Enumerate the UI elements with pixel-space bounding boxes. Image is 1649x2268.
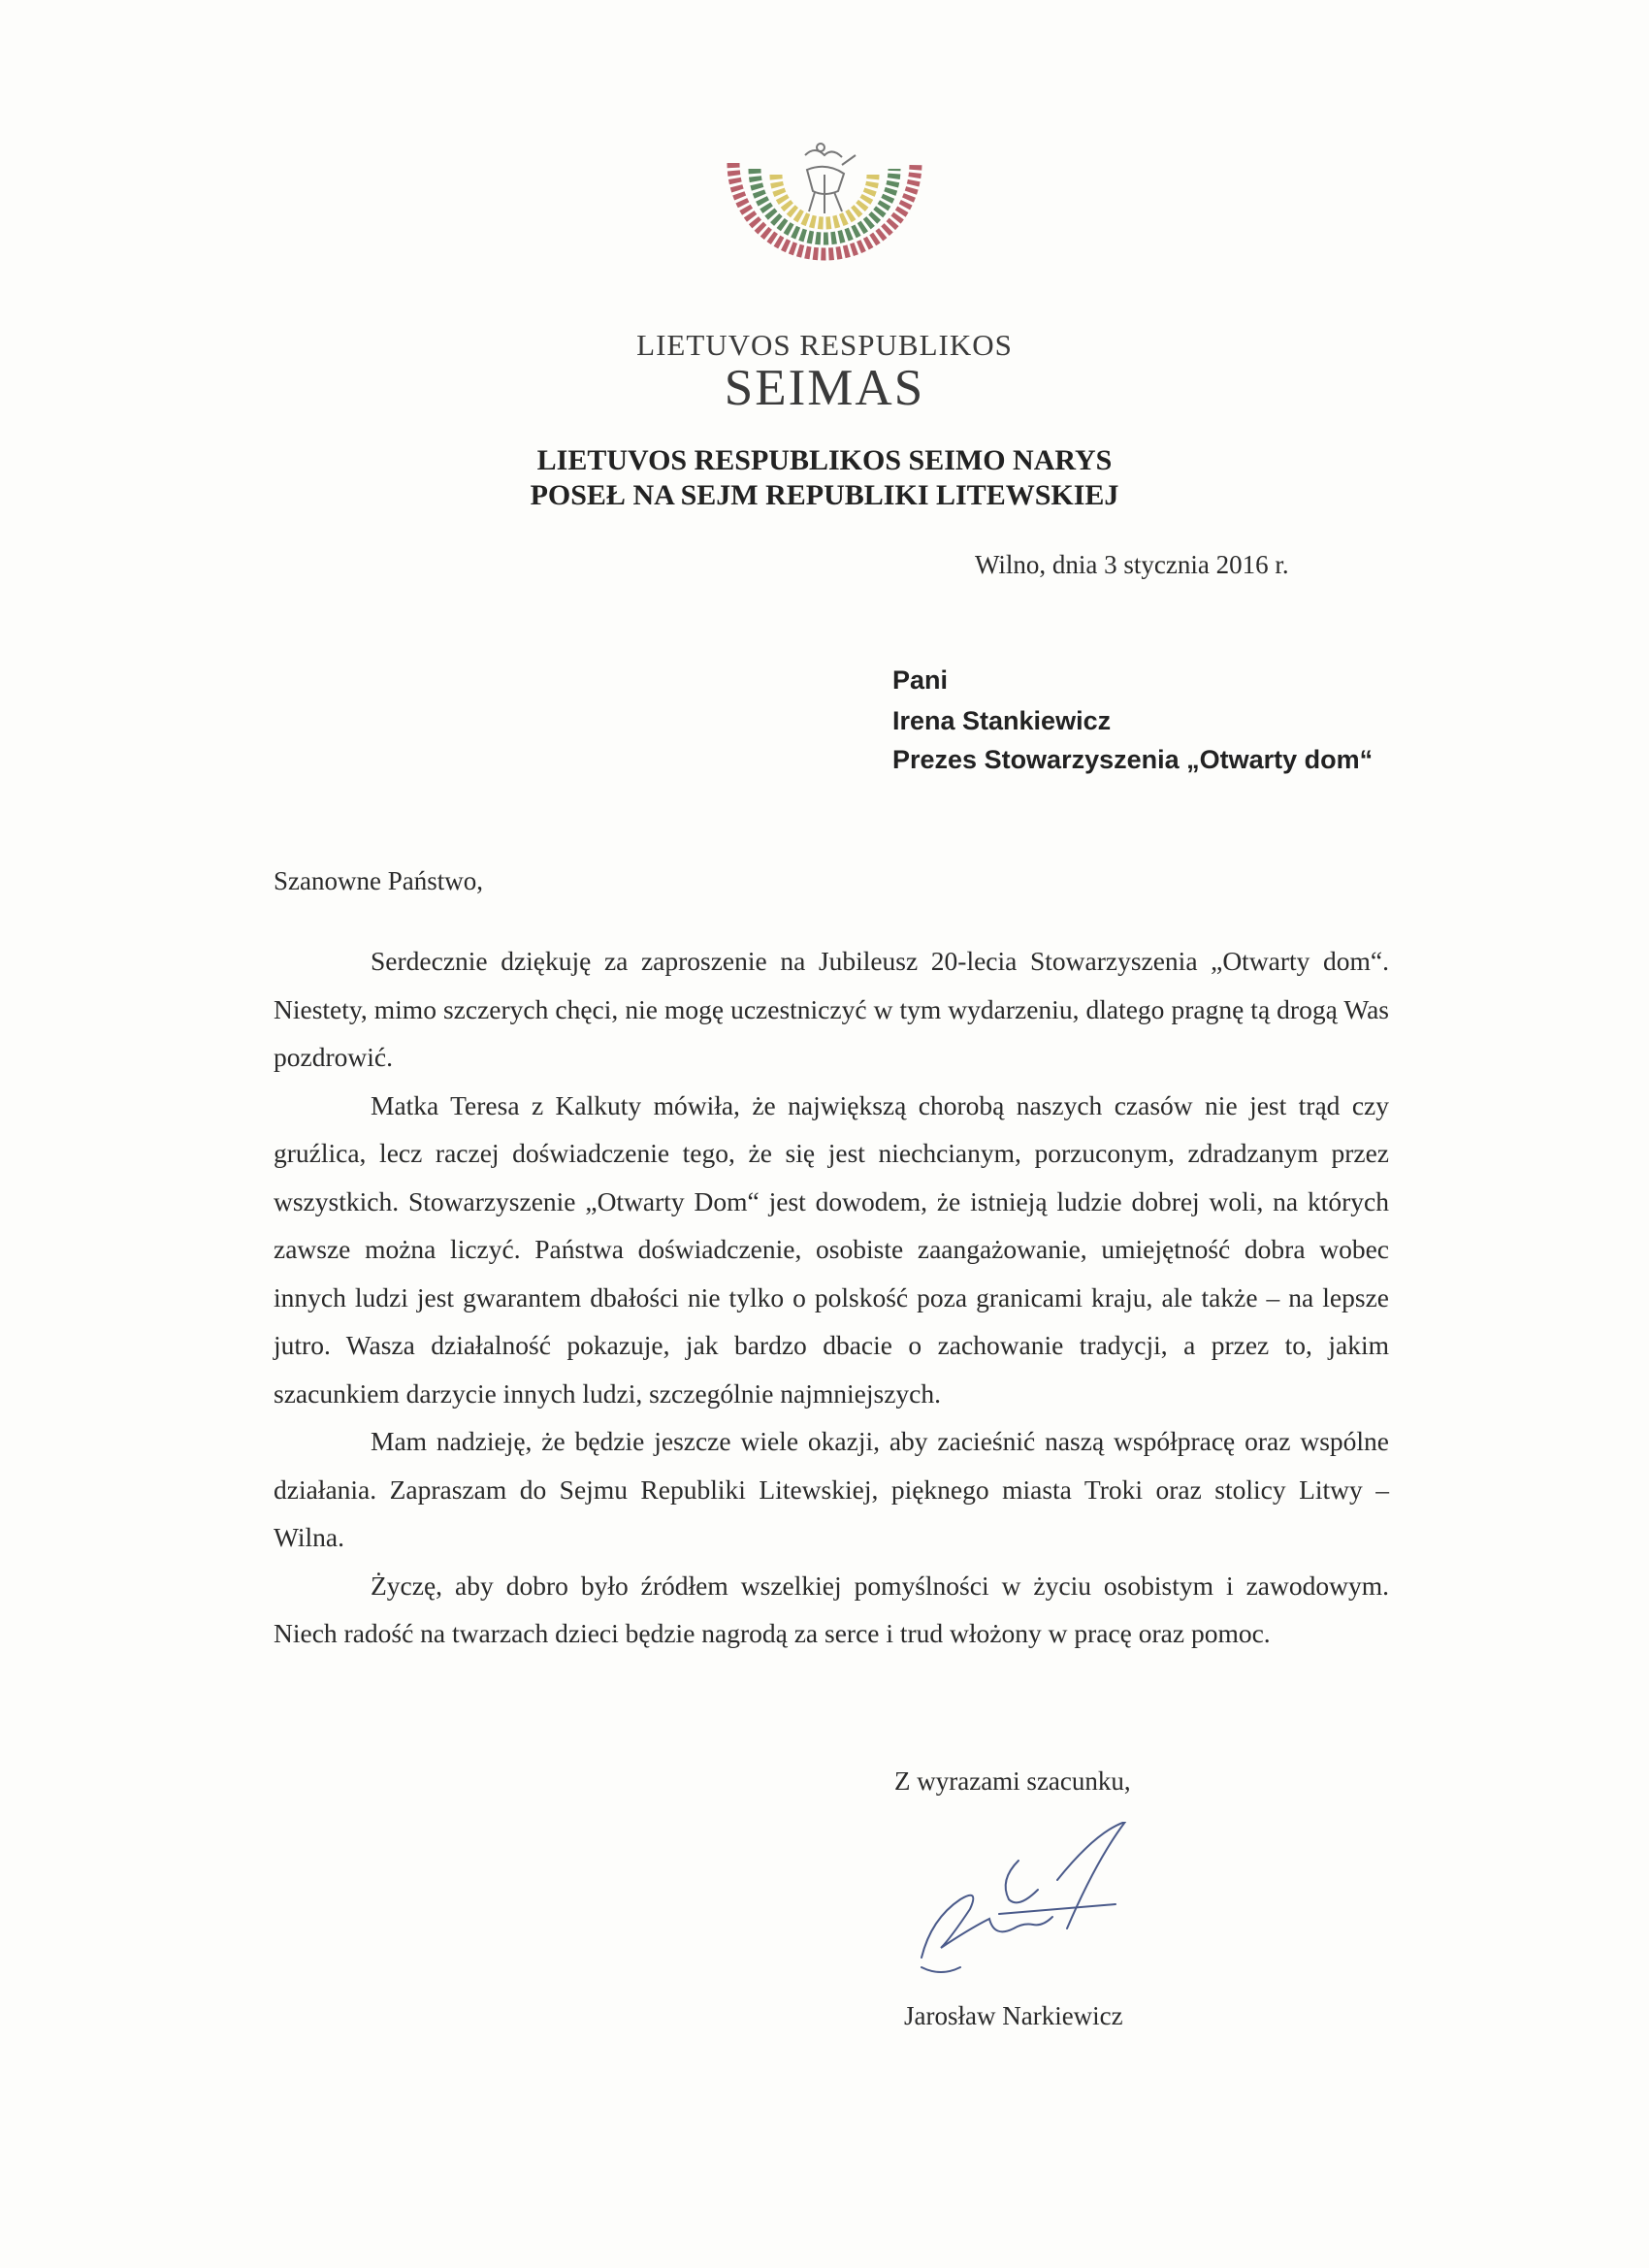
body-paragraph: Matka Teresa z Kalkuty mówiła, że największą chorobą naszych czasów nie jest trąd czy gruźlica, lecz raczej doświadczenie tego, że się jest niechcianym, porzuconym, zdradzanym przez wszystkich. Stowarzyszenie „Otwarty Dom“ jest dowodem, że istnieją ludzie dobrej woli, na których zawsze można liczyć. Państwa doświadczenie, osobiste zaangażowanie, umiejętność dobra wobec innych ludzi jest gwarantem dbałości nie tylko o polskość poza granicami kraju, ale także – na lepsze jutro. Wasza działalność pokazuje, jak bardzo dbacie o zachowanie tradycji, a przez to, jakim szacunkiem darzycie innych ludzi, szczególnie najmniejszych. [274, 1089, 1389, 1409]
body-paragraph: Serdecznie dziękuję za zaproszenie na Jubileusz 20-lecia Stowarzyszenia „Otwarty dom“. Niestety, mimo szczerych chęci, nie mogę uczestniczyć w tym wydarzeniu, dlatego pragnę tą drogą Was pozdrowić. [274, 946, 1389, 1072]
knight-icon [805, 144, 856, 213]
letterhead-subheading-pl: POSEŁ NA SEJM REPUBLIKI LITEWSKIEJ [530, 479, 1119, 511]
recipient-position: Prezes Stowarzyszenia „Otwarty dom“ [892, 745, 1374, 774]
body-paragraph: Mam nadzieję, że będzie jeszcze wiele okazji, aby zacieśnić naszą współpracę oraz wspólne działania. Zapraszam do Sejmu Republiki Litewskiej, pięknego miasta Troki oraz stolicy Litwy – Wilna. [274, 1426, 1389, 1552]
recipient-name: Irena Stankiewicz [892, 706, 1112, 735]
salutation: Szanowne Państwo, [274, 866, 483, 895]
letterhead-subheading-lt: LIETUVOS RESPUBLIKOS SEIMO NARYS [536, 444, 1113, 476]
body-paragraph: Życzę, aby dobro było źródłem wszelkiej pomyślności w życiu osobistym i zawodowym. Niech radość na twarzach dzieci będzie nagrodą za serce i trud włożony w pracę oraz pomoc. [274, 1570, 1389, 1648]
seimas-emblem-icon [698, 136, 951, 320]
signer-name: Jarosław Narkiewicz [904, 2001, 1123, 2030]
handwritten-signature-icon [902, 1822, 1164, 1987]
letter-date: Wilno, dnia 3 stycznia 2016 r. [975, 550, 1289, 579]
recipient-title: Pani [892, 665, 949, 695]
closing-phrase: Z wyrazami szacunku, [894, 1766, 1131, 1796]
institution-name-line1: LIETUVOS RESPUBLIKOS [636, 328, 1013, 362]
letter-body [274, 937, 1389, 1658]
institution-name-line2: SEIMAS [724, 360, 925, 416]
